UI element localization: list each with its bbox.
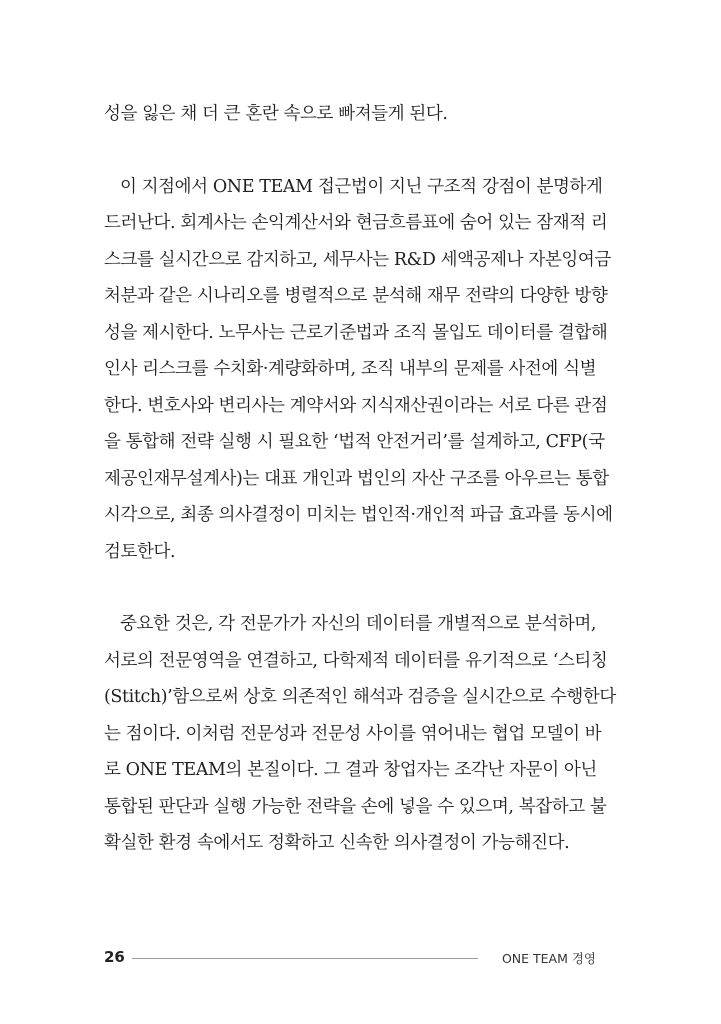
text-line: 로 ONE TEAM의 본질이다. 그 결과 창업자는 조각난 자문이 아닌: [104, 760, 597, 780]
text-line: (Stitch)’함으로써 상호 의존적인 해석과 검증을 실시간으로 수행한다: [104, 687, 616, 707]
text-line: 는 점이다. 이처럼 전문성과 전문성 사이를 엮어내는 협업 모델이 바: [104, 723, 602, 744]
paragraph-gap: [104, 133, 596, 169]
paragraph-2: [104, 169, 613, 571]
page-number: 26: [104, 948, 125, 966]
text-line: 이 지점에서 ONE TEAM 접근법이 지닌 구조적 강점이 분명하게: [120, 176, 603, 197]
text-line: 시각으로, 최종 의사결정이 미치는 법인적·개인적 파급 효과를 동시에: [104, 505, 613, 525]
text-line: 성을 제시한다. 노무사는 근로기준법과 조직 몰입도 데이터를 결합해: [104, 322, 608, 343]
text-line: 확실한 환경 속에서도 정확하고 신속한 의사결정이 가능해진다.: [104, 833, 570, 853]
paragraph-1: [104, 96, 596, 133]
page-footer: [104, 948, 596, 968]
footer-rule: [132, 958, 478, 959]
paragraph-3: [104, 606, 616, 862]
text-line: 중요한 것은, 각 전문가가 자신의 데이터를 개별적으로 분석하며,: [120, 614, 596, 634]
text-line: 서로의 전문영역을 연결하고, 다학제적 데이터를 유기적으로 ‘스티칭: [104, 650, 608, 671]
text-line: 처분과 같은 시나리오를 병렬적으로 분석해 재무 전략의 다양한 방향: [104, 286, 608, 306]
paragraph-gap: [104, 570, 596, 606]
text-line: 한다. 변호사와 변리사는 계약서와 지식재산권이라는 서로 다른 관점: [104, 395, 608, 416]
text-line: 통합된 판단과 실행 가능한 전략을 손에 넣을 수 있으며, 복잡하고 불: [104, 796, 607, 817]
text-line: 인사 리스크를 수치화·계량화하며, 조직 내부의 문제를 사전에 식별: [104, 359, 597, 379]
text-line: 제공인재무설계사)는 대표 개인과 법인의 자산 구조를 아우르는 통합: [104, 468, 609, 489]
page-body: [104, 96, 616, 862]
text-line: 성을 잃은 채 더 큰 혼란 속으로 빠져들게 된다.: [104, 104, 448, 124]
text-line: 검토한다.: [104, 541, 176, 562]
text-line: 드러난다. 회계사는 손익계산서와 현금흐름표에 숨어 있는 잠재적 리: [104, 213, 608, 233]
text-line: 을 통합해 전략 실행 시 필요한 ‘법적 안전거리’를 설계하고, CFP(국: [104, 432, 605, 452]
text-line: 스크를 실시간으로 감지하고, 세무사는 R&D 세액공제나 자본잉여금: [104, 249, 611, 270]
running-title: ONE TEAM 경영: [501, 951, 596, 966]
